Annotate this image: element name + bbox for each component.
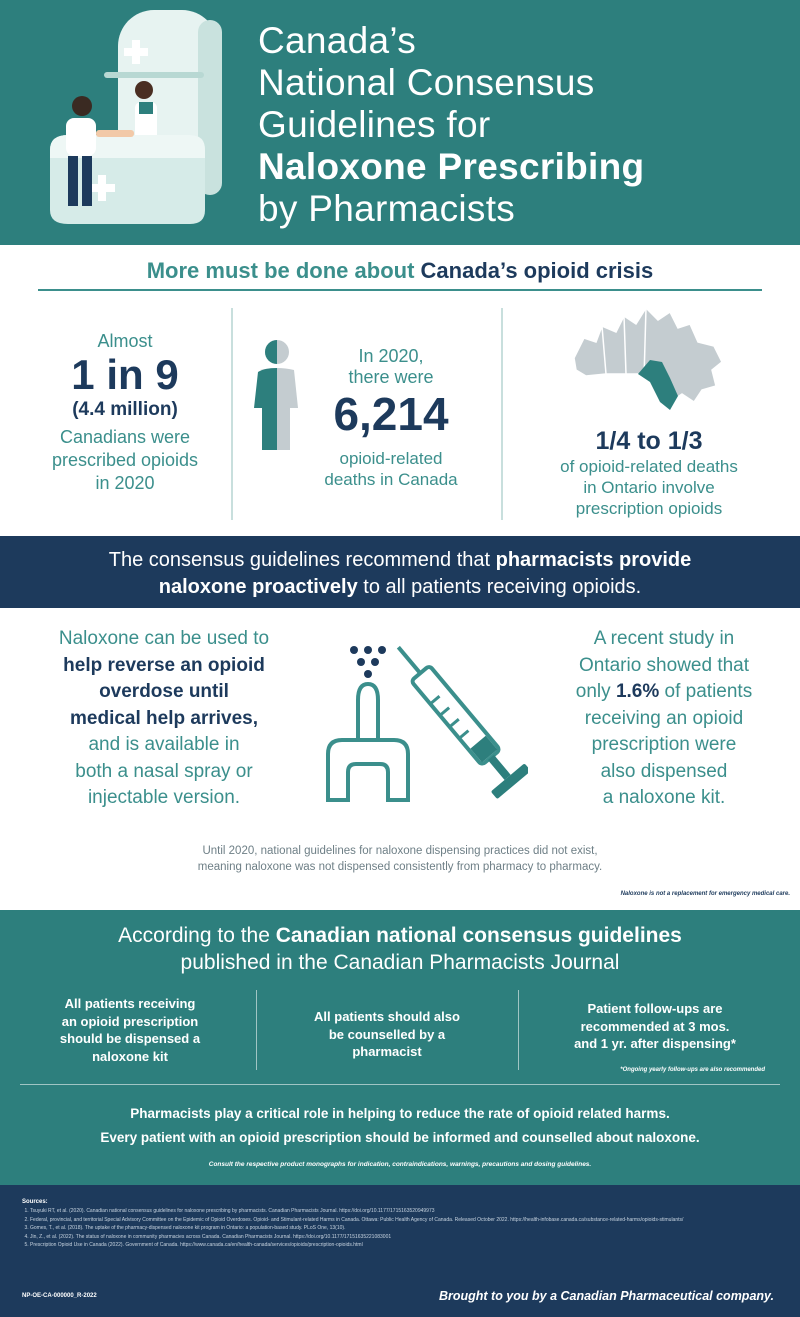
band-bold: naloxone proactively <box>158 576 358 598</box>
header-title <box>258 20 788 230</box>
disclaimer-note: Naloxone is not a replacement for emergency medical care. <box>620 891 790 897</box>
intro-line: there were <box>348 367 434 387</box>
text-line-bold: help reverse an opioid <box>63 654 265 676</box>
note-line: meaning naloxone was not dispensed consistently from pharmacy to pharmacy. <box>197 861 603 873</box>
document-code: NP-OE-CA-000000_R-2022 <box>22 1293 97 1299</box>
stat-intro: Almost <box>97 331 153 351</box>
col-line: and 1 yr. after dispensing* <box>574 1036 736 1051</box>
canada-map-icon <box>566 298 728 424</box>
stat-subvalue: (4.4 million) <box>72 399 178 420</box>
text-line: receiving an opioid <box>584 707 744 729</box>
stat-value: 6,214 <box>333 388 449 440</box>
source-item: 3. Gomes, T., et al. (2018). The uptake of the pharmacy-dispensed naloxone kit program in Ontario: a population-based study. PLoS One, 13(10). <box>30 1224 790 1233</box>
heading-bold: Canadian national consensus guidelines <box>275 924 682 947</box>
desc-line: in Ontario involve <box>583 478 715 497</box>
text-fragment: of patients <box>664 681 753 702</box>
band-line <box>0 574 800 601</box>
col-line: pharmacist <box>352 1044 422 1059</box>
stat-description <box>515 456 783 519</box>
column-divider <box>518 990 519 1070</box>
desc-line: in 2020 <box>95 473 155 493</box>
person-half-icon <box>250 338 304 453</box>
stat-value: 1 in 9 <box>71 351 179 398</box>
guidelines-history-note <box>90 843 710 875</box>
band-bold: pharmacists provide <box>495 549 692 571</box>
text-line: Pharmacists play a critical role in helping to reduce the rate of opioid related harms. <box>130 1106 670 1121</box>
followup-footnote: *Ongoing yearly follow-ups are also recommended <box>620 1067 765 1073</box>
stat-intro <box>306 346 476 388</box>
study-percent: 1.6% <box>615 681 660 702</box>
desc-line: of opioid-related deaths <box>560 457 738 476</box>
text-line-bold: medical help arrives, <box>70 707 258 729</box>
pharmacist-counter-illustration <box>40 10 240 235</box>
guidelines-divider <box>20 1084 780 1085</box>
guideline-dispense <box>20 995 240 1065</box>
naloxone-usage-text <box>14 626 314 812</box>
stat-value: 1/4 to 1/3 <box>595 427 703 455</box>
stat-divider <box>501 308 503 520</box>
desc-line: opioid-related <box>339 449 443 468</box>
guidelines-heading <box>0 922 800 976</box>
sources-list <box>30 1207 790 1250</box>
crisis-heading <box>0 258 800 284</box>
col-line: All patients should also <box>314 1009 460 1024</box>
text-line: a naloxone kit. <box>602 787 726 808</box>
desc-line: prescribed opioids <box>51 450 199 470</box>
col-line: naloxone kit <box>92 1048 168 1064</box>
crisis-divider <box>38 289 762 291</box>
source-item: 5. Prescription Opioid Use in Canada (2022). Government of Canada. https://www.canada.ca/en/health-canada/services/opioids/prescription-opioids.html <box>30 1241 790 1250</box>
text-line: Naloxone can be used to <box>58 628 270 649</box>
source-item: 2. Federal, provincial, and territorial Special Advisory Committee on the Epidemic of Opioid Overdoses. Opioid- and Stimulant-related Harms in Canada. Ottawa: Public Health Agency of Canada. Released October 2022. https://health-infobase.canada.ca/substance-related-harms/opioids-stimulants/ <box>30 1216 790 1225</box>
heading-line: published in the Canadian Pharmacists Journal <box>180 951 620 974</box>
note-line: Until 2020, national guidelines for naloxone dispensing practices did not exist, <box>202 845 598 857</box>
crisis-heading-teal: More must be done about <box>146 258 415 283</box>
desc-line: deaths in Canada <box>324 470 458 489</box>
stat-ontario <box>515 426 783 519</box>
band-line <box>0 547 800 574</box>
band-text: to all patients receiving opioids. <box>363 576 642 598</box>
heading-text: According to the <box>118 924 270 947</box>
text-line <box>528 679 800 706</box>
stat-description <box>306 448 476 490</box>
stat-prescribed <box>20 330 230 495</box>
footer <box>0 1185 800 1317</box>
col-line: All patients receiving <box>64 996 196 1011</box>
brought-by-text: Brought to you by a Canadian Pharmaceutical company. <box>438 1289 774 1303</box>
stat-description <box>20 426 230 495</box>
desc-line: prescription opioids <box>575 499 723 518</box>
text-line: Every patient with an opioid prescription should be informed and counselled about naloxone. <box>100 1130 700 1145</box>
text-line: A recent study in <box>593 628 735 649</box>
col-line: Patient follow-ups are <box>587 1001 723 1016</box>
source-item: 4. Jin, Z., et al. (2022). The status of naloxone in community pharmacies across Canada. Canadian Pharmacists Journal. https://doi.org/10.1177/17151635221083001 <box>30 1233 790 1242</box>
text-fragment: only <box>575 681 611 702</box>
ontario-study-text <box>528 626 800 812</box>
source-item: 1. Tsuyuki RT, et al. (2020). Canadian national consensus guidelines for naloxone prescribing by pharmacists. Canadian Pharmacists Journal. https://doi.org/10.1177/1715163520949973 <box>30 1207 790 1216</box>
band-text: The consensus guidelines recommend that <box>108 549 491 571</box>
header-banner <box>0 0 800 245</box>
col-line: an opioid prescription <box>61 1013 199 1029</box>
crisis-heading-dark: Canada’s opioid crisis <box>420 258 654 283</box>
text-line-bold: overdose until <box>99 681 229 702</box>
desc-line: Canadians were <box>59 427 191 447</box>
title-line: by Pharmacists <box>258 188 516 229</box>
guideline-followup <box>530 1000 780 1053</box>
text-line: and is available in <box>88 734 240 755</box>
col-line: recommended at 3 mos. <box>580 1018 730 1034</box>
col-line: be counselled by a <box>328 1026 446 1042</box>
text-line: also dispensed <box>600 760 728 782</box>
title-line: Canada’s <box>258 20 417 61</box>
sources-label: Sources: <box>22 1199 48 1205</box>
title-line: National Consensus <box>258 62 595 103</box>
intro-line: In 2020, <box>358 346 424 366</box>
text-line: prescription were <box>591 734 737 755</box>
stat-deaths <box>306 346 476 490</box>
column-divider <box>256 990 257 1070</box>
text-line: both a nasal spray or <box>75 760 253 782</box>
col-line: should be dispensed a <box>59 1031 201 1046</box>
heading-line <box>0 922 800 949</box>
stat-divider <box>231 308 233 520</box>
guidelines-section <box>0 910 800 1185</box>
title-bold-line: Naloxone Prescribing <box>258 146 645 187</box>
pharmacist-role-text <box>0 1102 800 1150</box>
text-line: Ontario showed that <box>578 654 750 676</box>
guideline-counsel <box>272 1008 502 1061</box>
title-line: Guidelines for <box>258 104 491 145</box>
recommendation-band <box>0 536 800 608</box>
text-line: injectable version. <box>87 787 241 808</box>
nasal-spray-syringe-icon <box>322 628 528 808</box>
monograph-note: Consult the respective product monographs for indication, contraindications, warnings, precautions and dosing guidelines. <box>208 1161 592 1168</box>
